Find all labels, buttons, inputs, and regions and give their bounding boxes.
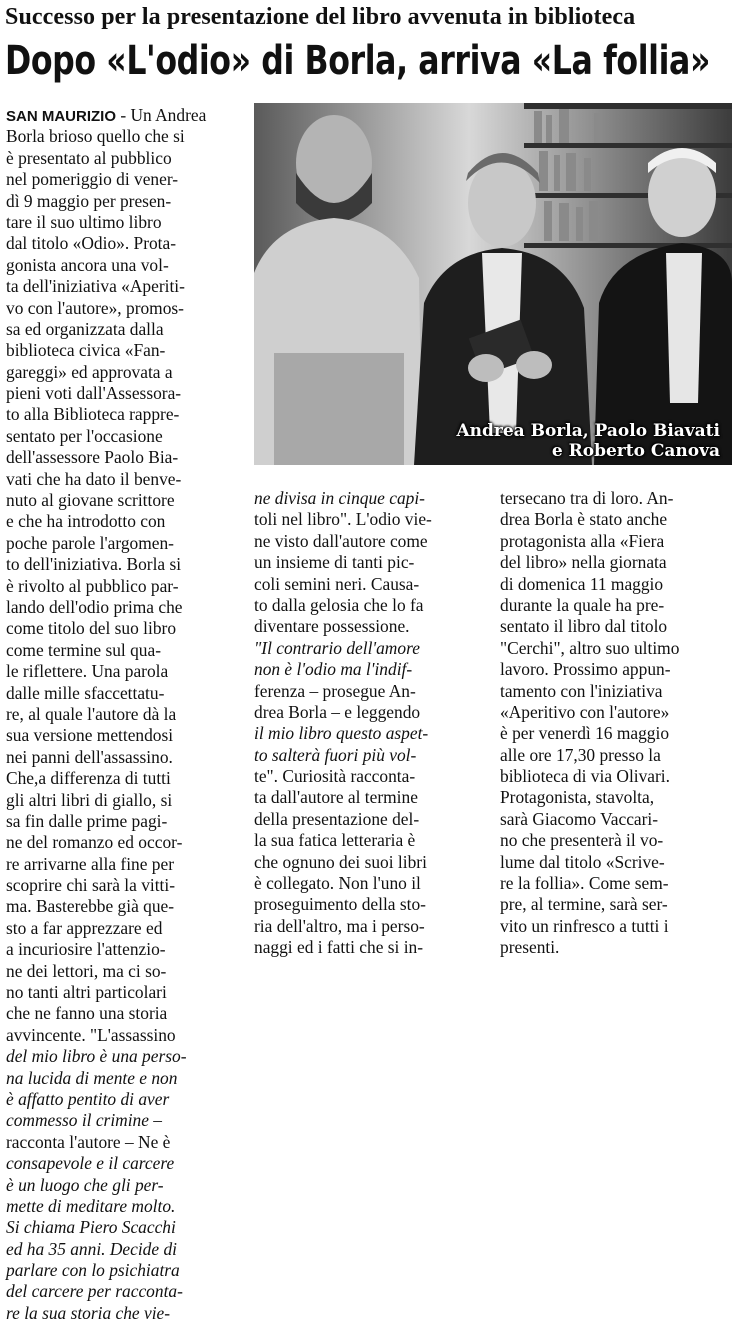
text-line: del mio libro è una perso- xyxy=(6,1046,187,1067)
text-line: parlare con lo psichiatra xyxy=(6,1260,180,1281)
text-line: sa fin dalle prime pagi- xyxy=(6,810,168,831)
text-line: ne dei lettori, ma ci so- xyxy=(6,960,167,981)
text-line: commesso il crimine – xyxy=(6,1110,163,1131)
text-line: Si chiama Piero Scacchi xyxy=(6,1217,176,1238)
text-line: le riflettere. Una parola xyxy=(6,661,169,682)
text-line: vo con l'autore», promos- xyxy=(6,297,184,318)
text-line: dal titolo «Odio». Prota- xyxy=(6,233,177,254)
text-line: re la sua storia che vie- xyxy=(6,1302,171,1323)
text-line: to dell'iniziativa. Borla si xyxy=(6,554,182,575)
text-line: diventare possessione. xyxy=(254,616,410,637)
text-line: vito un rinfresco a tutti i xyxy=(500,915,669,936)
text-line: ta dell'iniziativa «Aperiti- xyxy=(6,276,185,297)
text-line: biblioteca civica «Fan- xyxy=(6,340,166,361)
text-line: gareggi» ed approvata a xyxy=(6,361,173,382)
text-line: la sua fatica letteraria è xyxy=(254,830,416,851)
article-kicker: Successo per la presentazione del libro avvenuta in biblioteca xyxy=(5,4,636,30)
dateline: SAN MAURIZIO xyxy=(6,108,116,125)
text-line: durante la quale ha pre- xyxy=(500,594,665,615)
text-line: ne visto dall'autore come xyxy=(254,530,428,551)
text-line: drea Borla – e leggendo xyxy=(254,701,421,722)
text-line: vati che ha dato il benve- xyxy=(6,468,182,489)
text-line: è presentato al pubblico xyxy=(6,147,172,168)
text-line: e che ha introdotto con xyxy=(6,511,166,532)
text-line: presenti. xyxy=(500,937,560,958)
text-line: dì 9 maggio per presen- xyxy=(6,190,172,211)
text-line: alle ore 17,30 presso la xyxy=(500,744,661,765)
article-column-1 xyxy=(6,105,246,1324)
text-line: tersecano tra di loro. An- xyxy=(500,488,674,508)
text-line: ta dall'autore al termine xyxy=(254,787,418,808)
text-line: "Il contrario dell'amore xyxy=(254,637,420,658)
text-line: sentato il libro dal titolo xyxy=(500,616,668,637)
text-line: è rivolto al pubblico par- xyxy=(6,575,179,596)
text-line: nel pomeriggio di vener- xyxy=(6,169,179,190)
text-line: drea Borla è stato anche xyxy=(500,509,668,530)
text-line: scoprire chi sarà la vitti- xyxy=(6,875,176,896)
text-line: Borla brioso quello che si xyxy=(6,126,185,147)
text-line: biblioteca di via Olivari. xyxy=(500,766,670,787)
text-line: na lucida di mente e non xyxy=(6,1067,178,1088)
text-line: re, al quale l'autore dà la xyxy=(6,703,177,724)
text-line: lume dal titolo «Scrive- xyxy=(500,851,665,872)
text-line: come titolo del suo libro xyxy=(6,618,177,639)
text-line: come termine sul qua- xyxy=(6,639,162,660)
text-line-content: - Un Andrea xyxy=(116,105,207,125)
article-column-3 xyxy=(500,488,740,959)
text-line: lavoro. Prossimo appun- xyxy=(500,659,671,680)
text-line: tamento con l'iniziativa xyxy=(500,680,663,701)
text-line: un insieme di tanti pic- xyxy=(254,552,415,573)
text-line: proseguimento della sto- xyxy=(254,894,426,915)
text-line: no che presenterà il vo- xyxy=(500,830,664,851)
text-line: coli semini neri. Causa- xyxy=(254,573,420,594)
text-line: re la follia». Come sem- xyxy=(500,873,669,894)
text-line: te". Curiosità racconta- xyxy=(254,766,416,787)
text-line: nuto al giovane scrittore xyxy=(6,490,175,511)
text-line: ed ha 35 anni. Decide di xyxy=(6,1238,177,1259)
text-line: re arrivarne alla fine per xyxy=(6,853,174,874)
text-line: consapevole e il carcere xyxy=(6,1153,175,1174)
text-line: to alla Biblioteca rappre- xyxy=(6,404,180,425)
text-line: ferenza – prosegue An- xyxy=(254,680,416,701)
article-column-2 xyxy=(254,488,486,959)
text-line: è un luogo che gli per- xyxy=(6,1174,164,1195)
text-line: dalle mille sfaccettatu- xyxy=(6,682,165,703)
text-line: sa ed organizzata dalla xyxy=(6,318,164,339)
text-line: è per venerdì 16 maggio xyxy=(500,723,670,744)
text-line: del libro» nella giornata xyxy=(500,552,667,573)
article-photo xyxy=(254,103,732,465)
text-line: tare il suo ultimo libro xyxy=(6,211,162,232)
photo-caption xyxy=(254,421,720,461)
text-line: to salterà fuori più vol- xyxy=(254,744,417,765)
text-line: del carcere per racconta- xyxy=(6,1281,183,1302)
text-line: ma. Basterebbe già que- xyxy=(6,896,175,917)
text-line: avvincente. "L'assassino xyxy=(6,1024,176,1045)
text-line: lando dell'odio prima che xyxy=(6,596,183,617)
photo-image xyxy=(254,103,732,465)
text-line: poche parole l'argomen- xyxy=(6,532,174,553)
text-line: nei panni dell'assassino. xyxy=(6,746,173,767)
text-line: to dalla gelosia che lo fa xyxy=(254,594,424,615)
text-line: Protagonista, stavolta, xyxy=(500,787,655,808)
text-line: toli nel libro". L'odio vie- xyxy=(254,509,432,530)
text-line: ne divisa in cinque capi- xyxy=(254,488,425,508)
text-line: è affatto pentito di aver xyxy=(6,1088,170,1109)
text-line: "Cerchi", altro suo ultimo xyxy=(500,637,680,658)
text-line: racconta l'autore – Ne è xyxy=(6,1131,171,1152)
text-line: «Aperitivo con l'autore» xyxy=(500,701,670,722)
text-line: della presentazione del- xyxy=(254,808,420,829)
article-headline: Dopo «L'odio» di Borla, arriva «La follia» xyxy=(5,38,711,84)
text-line: gonista ancora una vol- xyxy=(6,254,169,275)
text-line: naggi ed i fatti che si in- xyxy=(254,937,424,958)
text-line: sua versione mettendosi xyxy=(6,725,174,746)
text-line: no tanti altri particolari xyxy=(6,982,167,1003)
text-line: non è l'odio ma l'indif- xyxy=(254,659,413,680)
text-line: il mio libro questo aspet- xyxy=(254,723,429,744)
text-line: pieni voti dall'Assessora- xyxy=(6,383,182,404)
text-line: ne del romanzo ed occor- xyxy=(6,832,183,853)
text-line: a incuriosire l'attenzio- xyxy=(6,939,166,960)
text-line: dell'assessore Paolo Bia- xyxy=(6,447,179,468)
text-line xyxy=(6,105,246,126)
text-line: che ne fanno una storia xyxy=(6,1003,168,1024)
text-line: ria dell'altro, ma i perso- xyxy=(254,915,425,936)
photo-caption-line-1: Andrea Borla, Paolo Biavati xyxy=(456,421,720,441)
text-line: sarà Giacomo Vaccari- xyxy=(500,808,659,829)
text-line: pre, al termine, sarà ser- xyxy=(500,894,668,915)
photo-caption-line-2: e Roberto Canova xyxy=(551,441,720,461)
text-line: è collegato. Non l'uno il xyxy=(254,873,421,894)
text-line: che ognuno dei suoi libri xyxy=(254,851,427,872)
text-line: sentato per l'occasione xyxy=(6,425,163,446)
text-line: Che,a differenza di tutti xyxy=(6,768,171,789)
text-line: mette di meditare molto. xyxy=(6,1195,176,1216)
text-line: protagonista alla «Fiera xyxy=(500,530,665,551)
text-line: sto a far apprezzare ed xyxy=(6,917,163,938)
text-line: gli altri libri di giallo, si xyxy=(6,789,173,810)
text-line: di domenica 11 maggio xyxy=(500,573,664,594)
